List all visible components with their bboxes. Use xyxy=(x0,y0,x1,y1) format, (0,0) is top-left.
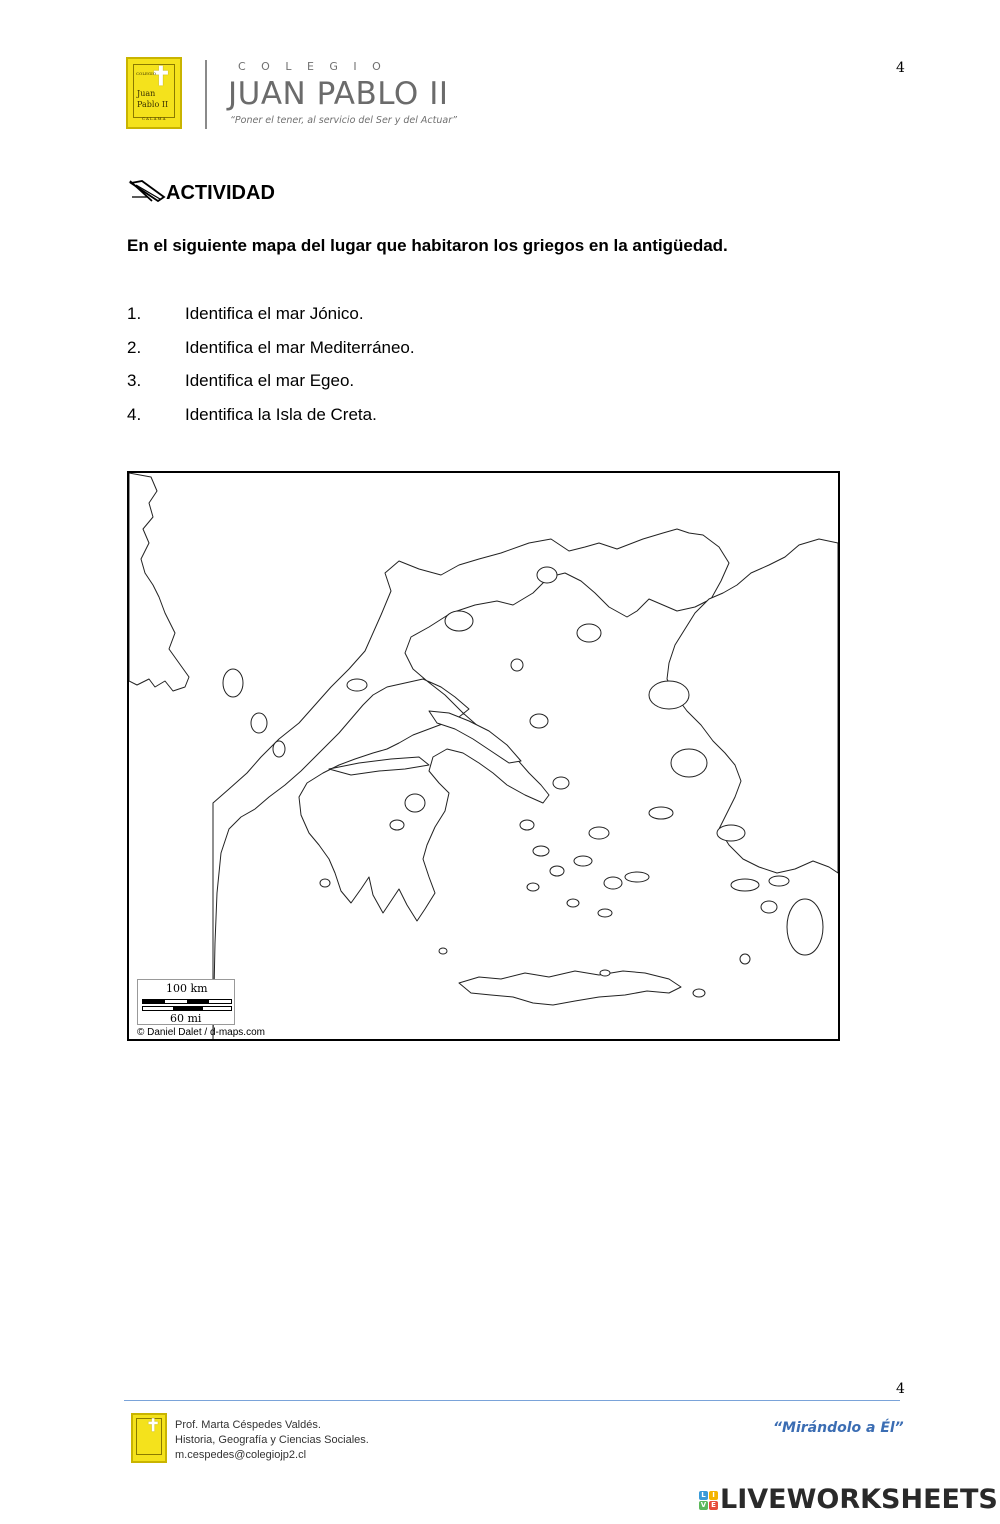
island xyxy=(520,820,534,830)
island xyxy=(717,825,745,841)
footer-subject: Historia, Geografía y Ciencias Sociales. xyxy=(175,1434,369,1446)
page-number-bottom: 4 xyxy=(896,1381,905,1397)
island xyxy=(589,827,609,839)
island xyxy=(320,879,330,887)
task-number: 4. xyxy=(127,405,142,424)
school-name: JUAN PABLO II xyxy=(228,76,449,112)
island xyxy=(537,567,557,583)
island xyxy=(598,909,612,917)
logo-pablo-text: Pablo II xyxy=(137,100,169,109)
island xyxy=(567,899,579,907)
crete-island xyxy=(459,971,681,1005)
scale-mi: 60 mi xyxy=(170,1012,202,1025)
island xyxy=(533,846,549,856)
school-motto: “Poner el tener, al servicio del Ser y del Actuar” xyxy=(230,115,458,126)
liveworksheets-logo-icon[interactable]: L I V E xyxy=(699,1491,719,1511)
island xyxy=(604,877,622,889)
logo-city-text: CALAMA xyxy=(142,116,167,121)
greece-outline-map xyxy=(127,471,840,1041)
island xyxy=(693,989,705,997)
island xyxy=(671,749,707,777)
island xyxy=(511,659,523,671)
island xyxy=(251,713,267,733)
island xyxy=(574,856,592,866)
task-item: Identifica el mar Egeo. xyxy=(185,371,355,390)
island xyxy=(273,741,285,757)
footer-divider xyxy=(124,1400,900,1401)
liveworksheets-watermark[interactable]: LIVEWORKSHEETS xyxy=(720,1484,998,1515)
island xyxy=(787,899,823,955)
logo-juan-text: Juan xyxy=(137,89,156,98)
island xyxy=(761,901,777,913)
italy-coast xyxy=(129,473,189,691)
footer-slogan: “Mirándolo a Él” xyxy=(773,1420,904,1436)
island xyxy=(390,820,404,830)
school-logo xyxy=(126,57,182,129)
island xyxy=(530,714,548,728)
island xyxy=(577,624,601,642)
island xyxy=(600,970,610,976)
island xyxy=(439,948,447,954)
map-scale-box xyxy=(137,979,235,1025)
island xyxy=(649,681,689,709)
scale-bar-km xyxy=(142,999,232,1004)
activity-instruction: En el siguiente mapa del lugar que habitaron los griegos en la antigüedad. xyxy=(127,236,728,255)
footer-email: m.cespedes@colegiojp2.cl xyxy=(175,1449,307,1461)
island xyxy=(550,866,564,876)
island xyxy=(445,611,473,631)
island xyxy=(731,879,759,891)
task-item: Identifica la Isla de Creta. xyxy=(185,405,377,424)
colegio-label: C O L E G I O xyxy=(238,60,387,73)
logo-colegio-text: COLEGIO xyxy=(136,71,156,76)
scale-km: 100 km xyxy=(166,982,208,995)
map-credit: © Daniel Dalet / d-maps.com xyxy=(137,1027,265,1038)
pencil-icon xyxy=(128,179,166,203)
scale-bar-mi xyxy=(142,1006,232,1011)
header-divider xyxy=(205,60,207,129)
island xyxy=(649,807,673,819)
island xyxy=(625,872,649,882)
footer-school-logo xyxy=(131,1413,167,1463)
footer-cross-icon: ✝ xyxy=(146,1416,161,1436)
task-number: 1. xyxy=(127,304,142,323)
island xyxy=(405,794,425,812)
island xyxy=(527,883,539,891)
task-number: 2. xyxy=(127,338,142,357)
island xyxy=(740,954,750,964)
page-number-top: 4 xyxy=(896,60,905,76)
task-item: Identifica el mar Jónico. xyxy=(185,304,364,323)
footer-author: Prof. Marta Céspedes Valdés. xyxy=(175,1419,321,1431)
island xyxy=(553,777,569,789)
activity-title: ACTIVIDAD xyxy=(166,182,275,204)
cross-icon: ✝ xyxy=(150,62,172,92)
task-item: Identifica el mar Mediterráneo. xyxy=(185,338,415,357)
island xyxy=(347,679,367,691)
mainland-greece xyxy=(213,529,729,1039)
island xyxy=(769,876,789,886)
task-number: 3. xyxy=(127,371,142,390)
island xyxy=(223,669,243,697)
